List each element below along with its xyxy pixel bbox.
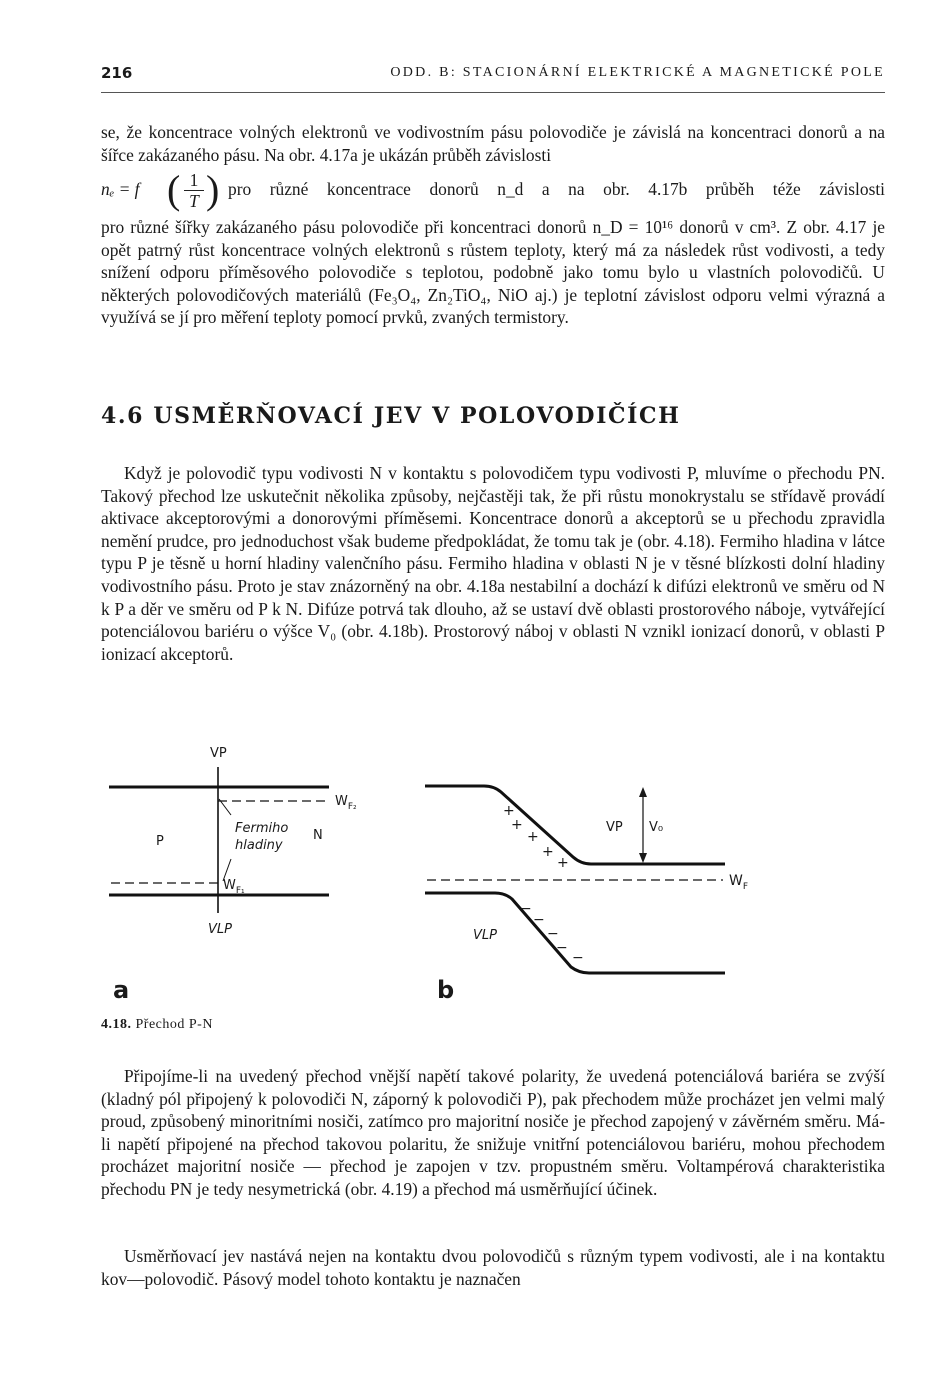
formula-line [101,168,885,216]
panel-b-upper-band [425,786,725,864]
panel-a-letter: a [113,976,130,1004]
panel-b-plus-1: + [503,803,515,819]
page-header [101,64,885,86]
panel-a-n-label: N [313,828,323,843]
page-number: 216 [101,64,133,82]
running-title: ODD. B: STACIONÁRNÍ ELEKTRICKÉ A MAGNETICKÉ POLE [390,65,885,80]
panel-b-minus-3: − [547,926,559,942]
panel-b-plus-2: + [511,817,523,833]
panel-b-arrow-head-bottom [639,853,647,863]
panel-a-wf1-label: $W_{F_1}$ [223,878,245,896]
panel-b-plus-4: + [542,844,554,860]
panel-b-vp-label: VP [606,820,623,835]
panel-a-fermi-label-1: Fermiho [235,821,289,836]
panel-b-plus-3: + [527,829,539,845]
panel-a-fermi-label-2: hladiny [235,838,283,853]
panel-b-minus-5: − [572,950,584,966]
panel-b-minus-2: − [533,912,545,928]
caption-number: 4.18. [101,1017,132,1032]
formula-lhs: nₑ = f [101,179,140,199]
paragraph-5: Usměrňovací jev nastává nejen na kontaktu dvou polovodičů s různým typem vodivosti, ale i na kontaktu kov—polovodič. Pásový model tohoto kontaktu je naznačen [101,1246,885,1289]
panel-a-vlp-label: VLP [208,922,232,937]
formula-denominator: T [189,191,199,211]
figure-caption [101,1017,213,1033]
panel-b-arrow-head-top [639,787,647,797]
panel-a-wf2-label: $W_{F_2}$ [335,794,357,812]
paragraph-1: se, že koncentrace volných elektronů ve vodivostním pásu polovodiče je závislá na koncentraci donorů a na šířce zakázaného pásu. Na obr. 4.17a je ukázán průběh závislosti [101,122,885,165]
panel-a [109,746,357,1004]
figure-4-18 [101,735,885,1005]
panel-b-wf-label: $W_F$ [729,873,749,892]
paragraph-4: Připojíme-li na uvedený přechod vnější napětí takové polarity, že uvedená potenciálová bariéra se zvýší (kladný pól připojený k polovodiči N, záporný k polovodiči P), pak přechodem může procházet jen velmi malý proud, způsobený minoritními nosiči, zatímco pro majoritní nosiče je přechod zapojený v závěrném směru. Má-li napětí připojené na přechod takovou polaritu, že snižuje vnitřní potenciálovou bariéru, mohou přechodem procházet majoritní nosiče — přechod je zapojen v tzv. propustném směru. Voltampérová charakteristika přechodu PN je tedy nesymetrická (obr. 4.19) a přechod má usměrňující účinek. [101,1066,885,1199]
panel-b-vlp-label: VLP [473,928,497,943]
panel-a-vp-label: VP [210,746,227,761]
formula-numerator: 1 [189,170,199,190]
formula-fraction [182,170,206,211]
panel-b-letter: b [437,976,455,1004]
paragraph-2: pro různé šířky zakázaného pásu polovodiče při koncentraci donorů n_D = 10¹⁶ donorů v cm³. Z obr. 4.17 je opět patrný růst koncentrace volných elektronů s růstem teploty, který má za následek růst vodivosti, a tedy snížení odporu příměsového polovodiče s teplotou, podobně jako tomu bylo u vlastních polovodičů. U některých polovodičových materiálů (Fe₃O₄, Zn₂TiO₄, NiO aj.) je teplotní závislost odporu velmi výrazná a využívá se jí pro měření teploty pomocí prvků, zvaných termistory. [101,217,885,328]
panel-b-plus-5: + [557,855,569,871]
caption-text: Přechod P-N [135,1017,213,1032]
paragraph-3: Když je polovodič typu vodivosti N v kontaktu s polovodičem typu vodivosti P, mluvíme o přechodu PN. Takový přechod lze uskutečnit několika způsoby, nejčastěji tak, že při růstu monokrystalu se střídavě provádí aktivace akceptorovými a donorovými příměsemi. Koncentrace donorů a akceptorů se u přechodu zpravidla nemění prudce, pro jednoduchost však budeme předpokládat, že tomu tak je (obr. 4.18). Fermiho hladina v látce typu P je těsně u horní hladiny valenčního pásu. Fermiho hladina v oblasti N je v těsné blízkosti dolní hladiny vodivostního pásu. Proto je stav znázorněný na obr. 4.18a nestabilní a dochází k difúzi elektronů ve směru od N k P a děr ve směru od P k N. Difúze potrvá tak dlouho, až se ustaví dvě oblasti prostorového náboje, vytvářející potenciálovou bariéru o výšce V₀ (obr. 4.18b). Prostorový náboj v oblasti N vznikl ionizací donorů, v oblasti P ionizací akceptorů. [101,463,885,664]
panel-a-p-label: P [156,834,164,849]
formula-rest: pro různé koncentrace donorů n_d a na obr. 4.17b průběh téže závislosti [228,179,885,199]
panel-b [425,786,748,1004]
header-rule [101,92,885,93]
panel-b-v0-label: V₀ [649,820,664,835]
section-heading: 4.6 USMĚRŇOVACÍ JEV V POLOVODIČÍCH [101,403,681,429]
panel-b-minus-1: − [520,901,532,917]
panel-b-minus-4: − [556,940,568,956]
formula-right-paren: ) [206,167,220,212]
formula-left-paren: ( [167,167,181,212]
